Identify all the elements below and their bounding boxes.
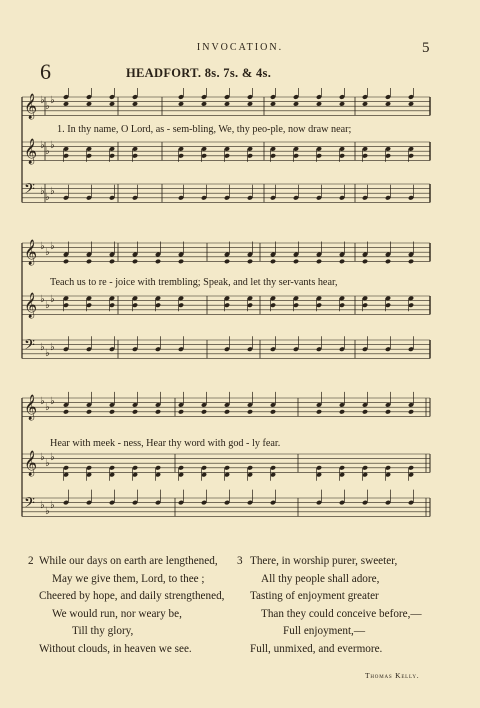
verse-2 bbox=[28, 553, 224, 659]
flat-icon: ♭ bbox=[50, 342, 55, 353]
note-head bbox=[270, 259, 276, 265]
flat-icon: ♭ bbox=[45, 146, 50, 157]
note-head bbox=[385, 409, 391, 415]
note-head bbox=[109, 409, 115, 415]
verse-3-line: Full enjoyment,— bbox=[283, 625, 366, 638]
flat-icon: ♭ bbox=[50, 452, 55, 463]
tune-heading bbox=[126, 66, 271, 81]
note-head bbox=[155, 409, 161, 415]
flat-icon: ♭ bbox=[50, 396, 55, 407]
note-head bbox=[178, 409, 184, 415]
tune-meter: 8s. 7s. & 4s. bbox=[204, 66, 272, 80]
note-head bbox=[201, 409, 207, 415]
note-head bbox=[155, 259, 161, 265]
note-head bbox=[63, 101, 69, 107]
music-system-1 bbox=[0, 88, 480, 220]
note-head bbox=[408, 259, 414, 265]
note-head bbox=[63, 409, 69, 415]
note-head bbox=[224, 409, 230, 415]
verse-3-line: Full, unmixed, and evermore. bbox=[250, 642, 383, 655]
tune-name: HEADFORT. bbox=[126, 66, 202, 80]
flat-icon: ♭ bbox=[40, 140, 45, 151]
note-head bbox=[86, 101, 92, 107]
note-head bbox=[247, 409, 253, 415]
flat-icon: ♭ bbox=[50, 241, 55, 252]
flat-icon: ♭ bbox=[40, 396, 45, 407]
note-head bbox=[385, 101, 391, 107]
note-head bbox=[362, 409, 368, 415]
running-title: INVOCATION. bbox=[196, 42, 284, 53]
note-head bbox=[224, 259, 230, 265]
verse-2-line: May we give them, Lord, to thee ; bbox=[52, 572, 205, 585]
note-head bbox=[339, 409, 345, 415]
note-head bbox=[86, 409, 92, 415]
treble-clef-icon: 𝄞 bbox=[24, 451, 38, 476]
lyrics-system-2: Teach us to re - joice with trembling; Speak, and let thy ser-vants hear, bbox=[50, 277, 338, 288]
flat-icon: ♭ bbox=[45, 402, 50, 413]
flat-icon: ♭ bbox=[40, 186, 45, 197]
note-head bbox=[362, 101, 368, 107]
note-head bbox=[178, 259, 184, 265]
flat-icon: ♭ bbox=[45, 192, 50, 203]
bass-clef-icon: 𝄢 bbox=[24, 495, 35, 515]
note-head bbox=[132, 259, 138, 265]
verse-2-number: 2 bbox=[28, 555, 34, 567]
flat-icon: ♭ bbox=[45, 300, 50, 311]
note-head bbox=[316, 259, 322, 265]
note-head bbox=[316, 101, 322, 107]
verse-3-line: Than they could conceive before,— bbox=[261, 607, 422, 620]
note-head bbox=[293, 101, 299, 107]
note-head bbox=[270, 409, 276, 415]
lyrics-system-1: 1. In thy name, O Lord, as - sem-bling, We, thy peo-ple, now draw near; bbox=[57, 124, 352, 135]
page-number: 5 bbox=[422, 40, 430, 56]
flat-icon: ♭ bbox=[50, 95, 55, 106]
music-system-2 bbox=[0, 234, 480, 366]
treble-clef-icon: 𝄞 bbox=[24, 240, 38, 265]
flat-icon: ♭ bbox=[40, 95, 45, 106]
hymn-number: 6 bbox=[40, 59, 51, 84]
note-head bbox=[339, 101, 345, 107]
flat-icon: ♭ bbox=[40, 452, 45, 463]
verse-3 bbox=[237, 553, 422, 659]
flat-icon: ♭ bbox=[45, 458, 50, 469]
note-head bbox=[385, 259, 391, 265]
flat-icon: ♭ bbox=[45, 348, 50, 359]
note-head bbox=[178, 101, 184, 107]
note-head bbox=[109, 259, 115, 265]
treble-clef-icon: 𝄞 bbox=[24, 293, 38, 318]
note-head bbox=[339, 259, 345, 265]
verse-3-line: Tasting of enjoyment greater bbox=[250, 590, 379, 603]
flat-icon: ♭ bbox=[50, 186, 55, 197]
note-head bbox=[408, 101, 414, 107]
verse-3-line: All thy people shall adore, bbox=[261, 572, 380, 585]
verse-2-line: While our days on earth are lengthened, bbox=[39, 555, 218, 567]
flat-icon: ♭ bbox=[45, 247, 50, 258]
note-head bbox=[247, 259, 253, 265]
flat-icon: ♭ bbox=[40, 294, 45, 305]
note-head bbox=[86, 259, 92, 265]
flat-icon: ♭ bbox=[50, 140, 55, 151]
flat-icon: ♭ bbox=[45, 101, 50, 112]
note-head bbox=[316, 409, 322, 415]
note-head bbox=[132, 409, 138, 415]
verse-2-line: We would run, nor weary be, bbox=[52, 607, 182, 620]
verse-2-line: Till thy glory, bbox=[72, 625, 134, 638]
lyrics-system-3: Hear with meek - ness, Hear thy word with god - ly fear. bbox=[50, 438, 281, 449]
note-head bbox=[132, 101, 138, 107]
note-head bbox=[270, 101, 276, 107]
note-head bbox=[63, 259, 69, 265]
treble-clef-icon: 𝄞 bbox=[24, 139, 38, 164]
treble-clef-icon: 𝄞 bbox=[24, 94, 38, 119]
treble-clef-icon: 𝄞 bbox=[24, 395, 38, 420]
note-head bbox=[224, 101, 230, 107]
flat-icon: ♭ bbox=[50, 294, 55, 305]
note-head bbox=[109, 101, 115, 107]
bass-clef-icon: 𝄢 bbox=[24, 181, 35, 201]
flat-icon: ♭ bbox=[40, 342, 45, 353]
verse-2-line: Without clouds, in heaven we see. bbox=[39, 642, 192, 655]
note-head bbox=[362, 259, 368, 265]
flat-icon: ♭ bbox=[40, 500, 45, 511]
music-system-3 bbox=[0, 390, 480, 530]
note-head bbox=[293, 259, 299, 265]
bass-clef-icon: 𝄢 bbox=[24, 337, 35, 357]
note-head bbox=[201, 101, 207, 107]
verse-2-line: Cheered by hope, and daily strengthened, bbox=[39, 590, 225, 603]
flat-icon: ♭ bbox=[45, 506, 50, 517]
flat-icon: ♭ bbox=[50, 500, 55, 511]
flat-icon: ♭ bbox=[40, 241, 45, 252]
verse-3-number: 3 bbox=[237, 555, 243, 567]
note-head bbox=[247, 101, 253, 107]
verse-3-line: There, in worship purer, sweeter, bbox=[250, 555, 398, 567]
note-head bbox=[408, 409, 414, 415]
author-credit: Thomas Kelly. bbox=[365, 671, 420, 680]
